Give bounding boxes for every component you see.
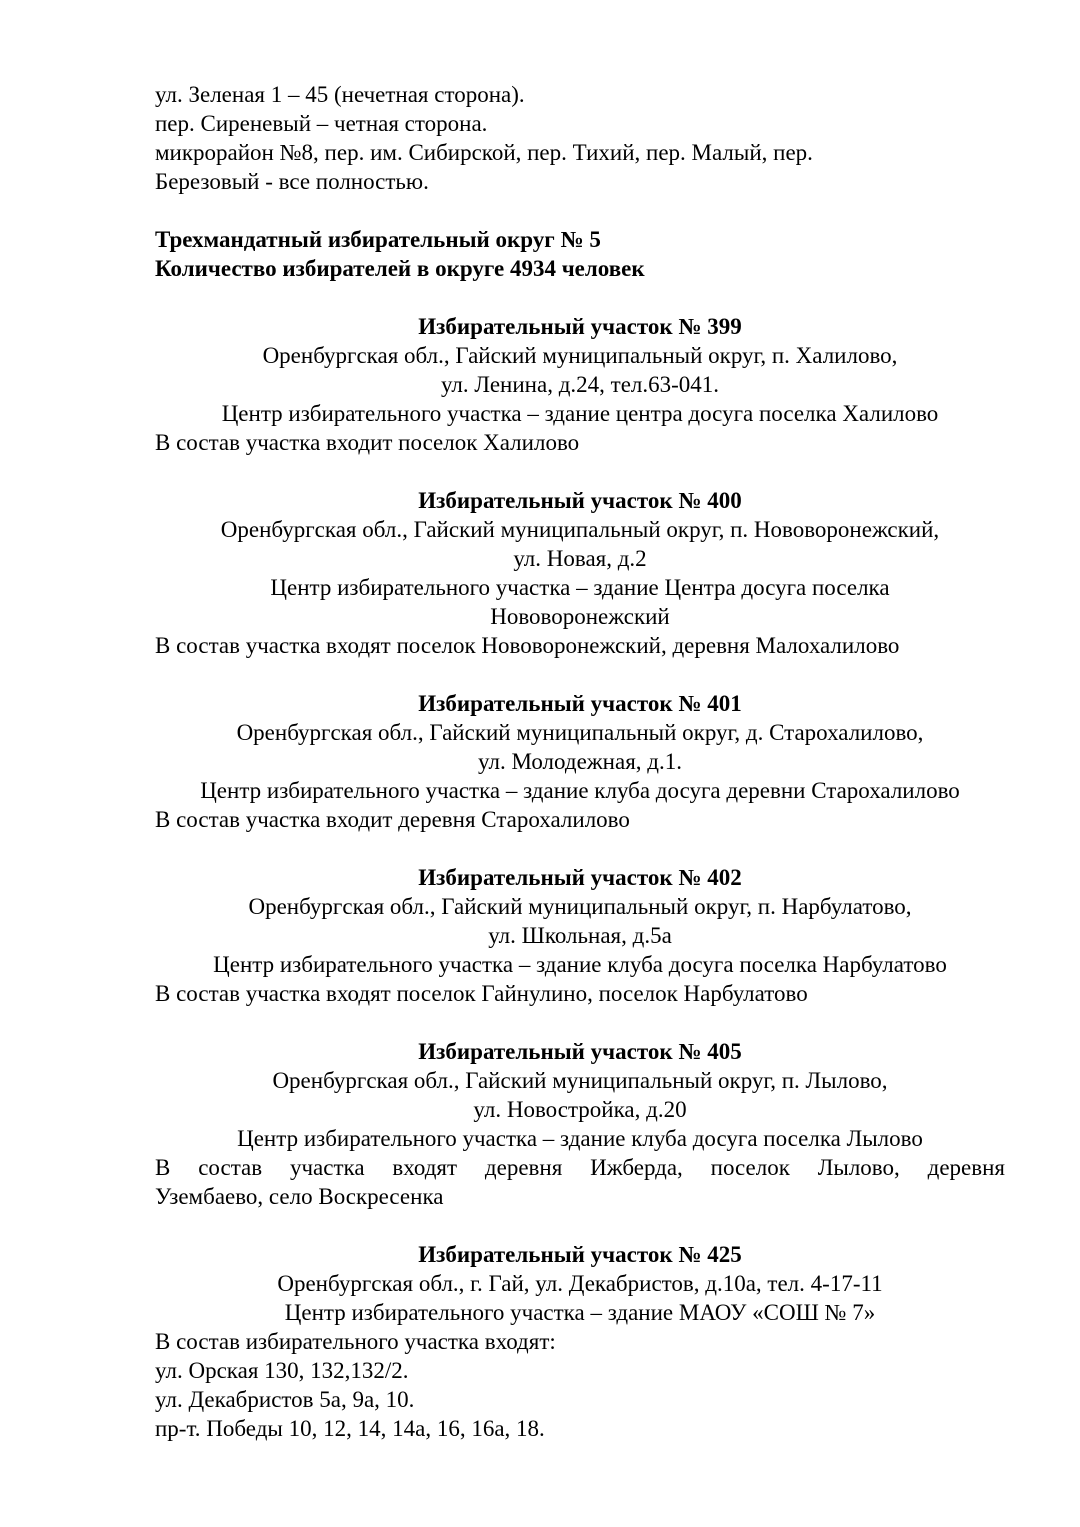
precinct-heading: Избирательный участок № 425 <box>418 1242 742 1267</box>
precinct-composition-intro: В состав избирательного участка входят: <box>155 1329 556 1354</box>
intro-line: пер. Сиреневый – четная сторона. <box>155 111 488 136</box>
precinct-address: Оренбургская обл., Гайский муниципальный округ, д. Старохалилово, <box>236 720 924 745</box>
spacer <box>155 283 1005 312</box>
precinct-composition: В состав участка входят поселок Гайнулино, поселок Нарбулатово <box>155 981 808 1006</box>
spacer <box>155 660 1005 689</box>
precinct-address: ул. Новая, д.2 <box>513 546 647 571</box>
intro-line: Березовый - все полностью. <box>155 169 429 194</box>
precinct-center: Центр избирательного участка – здание центра досуга поселка Халилово <box>221 401 939 426</box>
precinct-heading: Избирательный участок № 400 <box>418 488 742 513</box>
precinct-composition: В состав участка входят поселок Нововоронежский, деревня Малохалилово <box>155 633 900 658</box>
precinct-composition: В состав участка входит деревня Старохалилово <box>155 807 630 832</box>
precinct-center: Центр избирательного участка – здание клуба досуга поселка Нарбулатово <box>213 952 947 977</box>
precinct-center: Нововоронежский <box>490 604 670 629</box>
spacer <box>155 196 1005 225</box>
precinct-address: Оренбургская обл., Гайский муниципальный округ, п. Нововоронежский, <box>220 517 940 542</box>
precinct-center: Центр избирательного участка – здание МАОУ «СОШ № 7» <box>284 1300 876 1325</box>
precinct-address: Оренбургская обл., Гайский муниципальный округ, п. Халилово, <box>262 343 898 368</box>
precinct-address: Оренбургская обл., Гайский муниципальный округ, п. Лылово, <box>272 1068 888 1093</box>
precinct-composition: В состав участка входят деревня Ижберда, поселок Лылово, деревня <box>155 1155 1005 1180</box>
precinct-heading: Избирательный участок № 399 <box>418 314 742 339</box>
intro-line: ул. Зеленая 1 – 45 (нечетная сторона). <box>155 82 525 107</box>
precinct-center: Центр избирательного участка – здание клуба досуга поселка Лылово <box>237 1126 923 1151</box>
precinct-address: Оренбургская обл., г. Гай, ул. Декабристов, д.10а, тел. 4-17-11 <box>277 1271 883 1296</box>
precinct-center: Центр избирательного участка – здание Центра досуга поселка <box>270 575 890 600</box>
precinct-center: Центр избирательного участка – здание клуба досуга деревни Старохалилово <box>200 778 960 803</box>
precinct-composition: В состав участка входит поселок Халилово <box>155 430 580 455</box>
precinct-composition: Узембаево, село Воскресенка <box>155 1184 444 1209</box>
street-list-item: пр-т. Победы 10, 12, 14, 14а, 16, 16а, 18. <box>155 1416 545 1441</box>
precinct-address: Оренбургская обл., Гайский муниципальный округ, п. Нарбулатово, <box>248 894 912 919</box>
district-voters: Количество избирателей в округе 4934 человек <box>155 256 645 281</box>
spacer <box>155 457 1005 486</box>
precinct-address: ул. Новостройка, д.20 <box>473 1097 687 1122</box>
document-page <box>155 80 1005 1443</box>
precinct-heading: Избирательный участок № 402 <box>418 865 742 890</box>
precinct-heading: Избирательный участок № 405 <box>418 1039 742 1064</box>
precinct-heading: Избирательный участок № 401 <box>418 691 742 716</box>
precinct-address: ул. Школьная, д.5а <box>488 923 672 948</box>
precinct-address: ул. Молодежная, д.1. <box>478 749 682 774</box>
district-title: Трехмандатный избирательный округ № 5 <box>155 227 601 252</box>
intro-line: микрорайон №8, пер. им. Сибирской, пер. Тихий, пер. Малый, пер. <box>155 140 813 165</box>
spacer <box>155 834 1005 863</box>
spacer <box>155 1211 1005 1240</box>
spacer <box>155 1008 1005 1037</box>
precinct-address: ул. Ленина, д.24, тел.63-041. <box>440 372 720 397</box>
street-list-item: ул. Декабристов 5а, 9а, 10. <box>155 1387 415 1412</box>
street-list-item: ул. Орская 130, 132,132/2. <box>155 1358 409 1383</box>
